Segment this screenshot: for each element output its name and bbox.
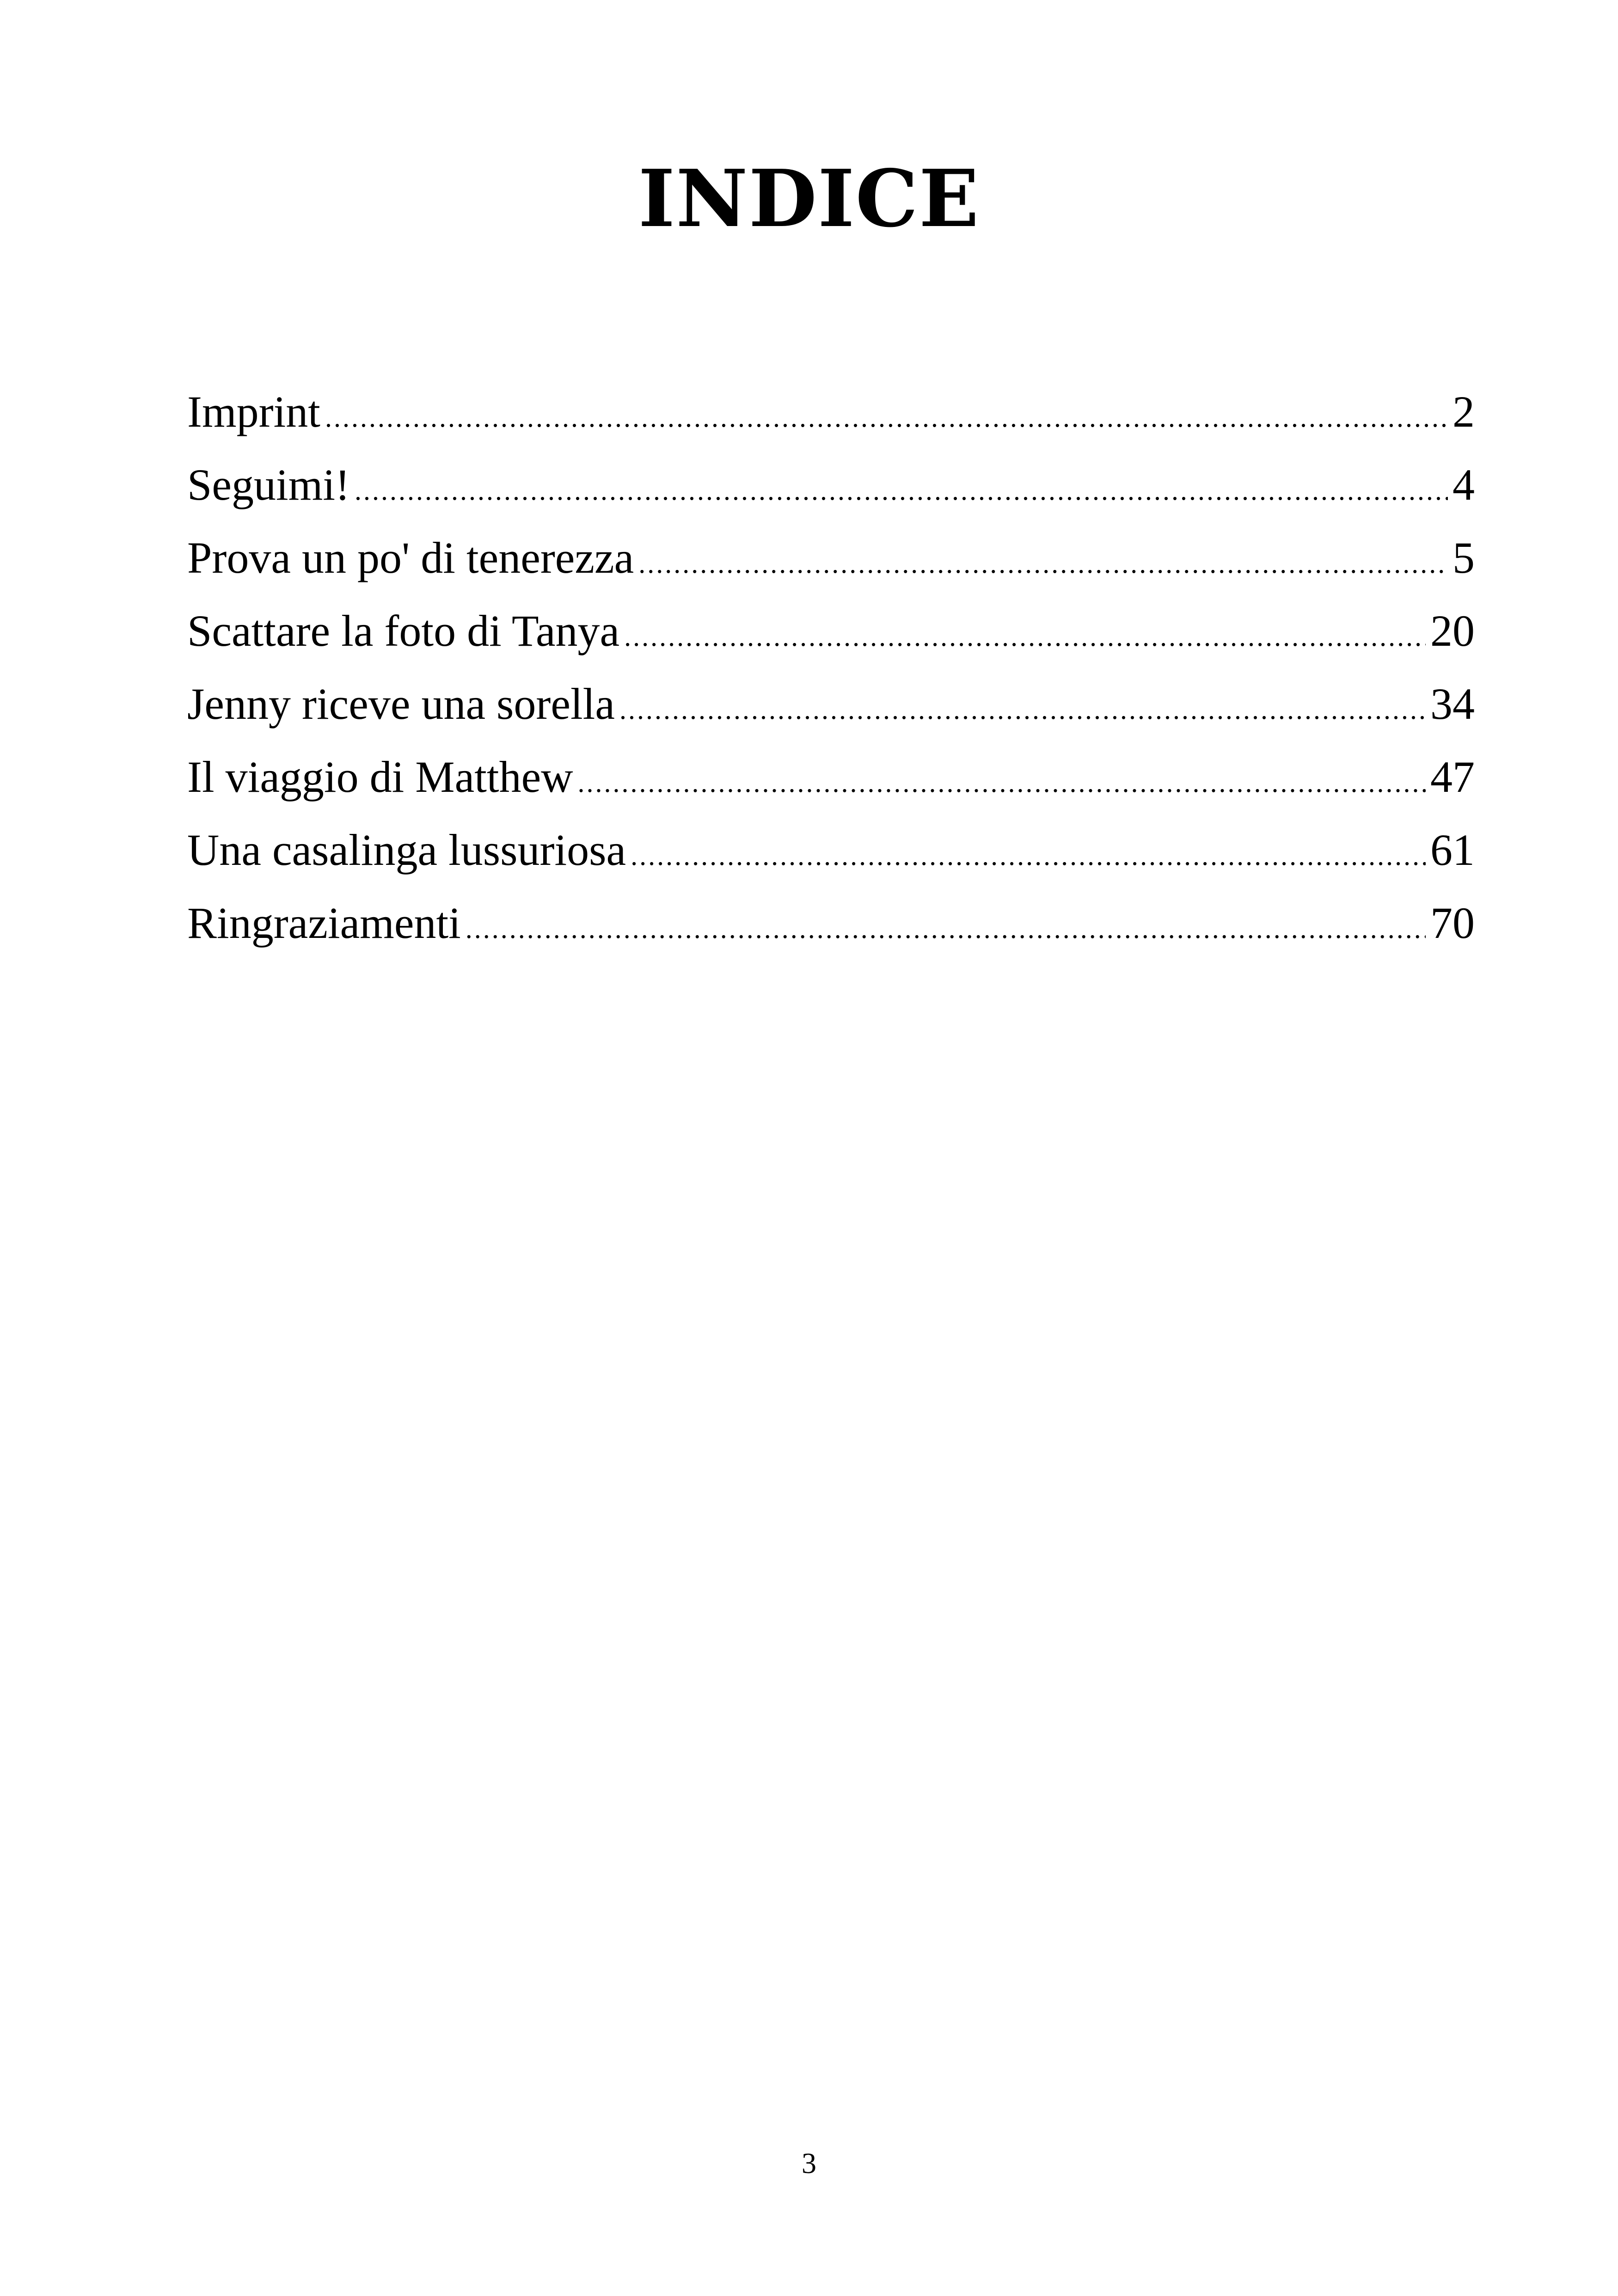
toc-entry-una-casalinga-lussuriosa[interactable] xyxy=(187,814,1475,887)
toc-entry-page: 70 xyxy=(1430,898,1475,948)
toc-dot-leader xyxy=(631,819,1426,892)
toc-dot-leader xyxy=(619,673,1426,746)
toc-entry-title: Ringraziamenti xyxy=(187,898,461,948)
toc-entry-title: Prova un po' di tenerezza xyxy=(187,533,634,582)
toc-entry-seguimi[interactable] xyxy=(187,448,1475,521)
page-title: INDICE xyxy=(638,153,980,245)
toc-entry-scattare-la-foto-di-tanya[interactable] xyxy=(187,594,1475,667)
toc-entry-page: 2 xyxy=(1453,387,1475,436)
toc-entry-jenny-riceve-una-sorella[interactable] xyxy=(187,667,1475,741)
toc-entry-title: Jenny riceve una sorella xyxy=(187,679,615,729)
page-number: 3 xyxy=(802,2147,816,2180)
toc-entry-page: 4 xyxy=(1453,460,1475,509)
toc-dot-leader xyxy=(466,892,1426,965)
toc-entry-page: 34 xyxy=(1430,679,1475,729)
toc-entry-title: Imprint xyxy=(187,387,320,436)
toc-entry-il-viaggio-di-matthew[interactable] xyxy=(187,741,1475,814)
toc-entry-page: 47 xyxy=(1430,752,1475,802)
toc-entry-title: Una casalinga lussuriosa xyxy=(187,825,626,875)
toc-dot-leader xyxy=(355,454,1448,527)
table-of-contents xyxy=(187,375,1475,960)
toc-entry-page: 20 xyxy=(1430,606,1475,655)
toc-entry-page: 5 xyxy=(1453,533,1475,582)
toc-entry-ringraziamenti[interactable] xyxy=(187,887,1475,960)
toc-dot-leader xyxy=(624,600,1426,673)
toc-dot-leader xyxy=(638,527,1448,600)
toc-entry-title: Il viaggio di Matthew xyxy=(187,752,573,802)
toc-dot-leader xyxy=(325,381,1448,454)
toc-entry-title: Seguimi! xyxy=(187,460,350,509)
toc-entry-title: Scattare la foto di Tanya xyxy=(187,606,620,655)
toc-entry-prova-un-po-di-tenerezza[interactable] xyxy=(187,521,1475,594)
toc-entry-imprint[interactable] xyxy=(187,375,1475,448)
toc-entry-page: 61 xyxy=(1430,825,1475,875)
toc-dot-leader xyxy=(578,746,1426,819)
